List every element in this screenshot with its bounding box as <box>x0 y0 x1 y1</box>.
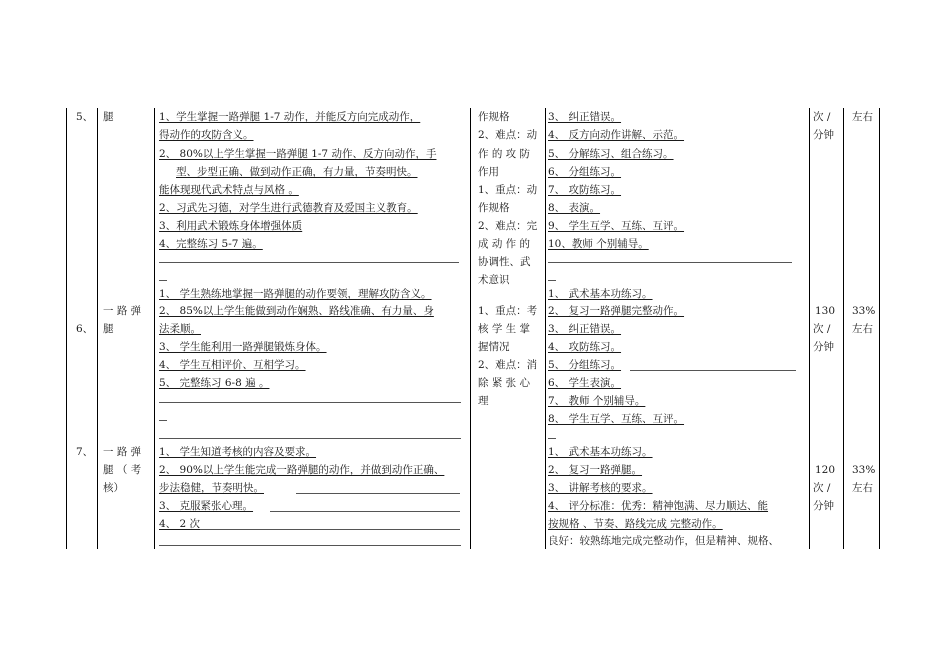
practice-count: 次 / <box>813 111 831 123</box>
blank-line <box>296 493 460 494</box>
step-line: 3、 纠正错误。 <box>548 111 622 123</box>
keypoint-line: 握情况 <box>478 341 510 353</box>
keypoint-line: 2、难点：消 <box>478 359 538 371</box>
column-divider <box>97 108 98 549</box>
keypoint-line: 作用 <box>478 166 499 178</box>
practice-count: 分钟 <box>813 500 834 512</box>
blank-line <box>159 545 461 546</box>
keypoint-line: 1、重点：动 <box>478 184 538 196</box>
column-divider <box>809 108 810 549</box>
goal-line: 4、完整练习 5-7 遍。 <box>159 238 263 250</box>
goal-line: 2、习武先习德，对学生进行武德教育及爱国主义教育。 <box>159 202 418 214</box>
goal-line: 型、步型正确、做到动作正确，有力量，节奏明快。 <box>176 166 418 178</box>
keypoint-line: 协调性、武 <box>478 256 531 268</box>
blank-line <box>200 529 460 530</box>
step-line: 2、 复习一路弹腿完整动作。 <box>548 305 685 317</box>
lesson-name: 一 路 弹 <box>103 446 142 458</box>
column-divider <box>154 108 155 549</box>
practice-count: 分钟 <box>813 129 834 141</box>
blank-line <box>548 438 556 439</box>
goal-line: 1、学生掌握一路弹腿 1-7 动作，并能反方向完成动作， <box>159 111 421 123</box>
step-line: 按规格 、节奏、路线完成 完整动作。 <box>548 518 723 530</box>
step-line: 7、 教师 个别辅导。 <box>548 395 646 407</box>
goal-line: 4、 2 次 <box>159 518 201 530</box>
practice-density: 33% <box>852 305 876 317</box>
blank-line <box>159 280 167 281</box>
keypoint-line: 作 的 攻 防 <box>478 148 531 160</box>
step-line: 5、 分组练习。 <box>548 359 622 371</box>
blank-line <box>548 280 556 281</box>
step-line: 7、 攻防练习。 <box>548 184 622 196</box>
blank-line <box>159 262 459 263</box>
goal-line: 3、利用武术锻炼身体增强体质 <box>159 220 303 232</box>
blank-line <box>270 511 460 512</box>
goal-line: 2、 80%以上学生掌握一路弹腿 1-7 动作、反方向动作，手 <box>159 148 437 160</box>
step-line: 5、 分解练习、组合练习。 <box>548 148 674 160</box>
step-line: 4、 评分标准：优秀：精神饱满、尽力顺达、能 <box>548 500 769 512</box>
lesson-name: 一 路 弹 <box>103 305 142 317</box>
practice-density: 左右 <box>852 111 873 123</box>
blank-line <box>159 438 461 439</box>
practice-count: 130 <box>815 305 836 317</box>
goal-line: 3、 克服紧张心理。 <box>159 500 254 512</box>
column-divider <box>843 108 844 549</box>
step-line: 2、 复习一路弹腿。 <box>548 464 643 476</box>
goal-line: 步法稳健，节奏明快。 <box>159 482 264 494</box>
lesson-name: 核） <box>103 482 124 494</box>
blank-line <box>548 262 792 263</box>
step-line: 1、 武术基本功练习。 <box>548 446 653 458</box>
row-number: 5、 <box>76 111 94 123</box>
step-line: 6、 分组练习。 <box>548 166 622 178</box>
goal-line: 法柔顺。 <box>159 323 201 335</box>
step-line: 3、 讲解考核的要求。 <box>548 482 653 494</box>
step-line: 10、教师 个别辅导。 <box>548 238 649 250</box>
practice-count: 次 / <box>813 482 831 494</box>
goal-line: 4、 学生互相评价、互相学习。 <box>159 359 306 371</box>
goal-line: 1、 学生知道考核的内容及要求。 <box>159 446 317 458</box>
blank-line <box>159 420 167 421</box>
goal-line: 1、 学生熟练地掌握一路弹腿的动作要领，理解攻防含义。 <box>159 288 432 300</box>
step-line: 良好：较熟练地完成完整动作，但是精神、规格、 <box>548 535 779 547</box>
column-divider <box>470 108 471 549</box>
row-number: 7、 <box>76 446 94 458</box>
practice-count: 分钟 <box>813 341 834 353</box>
goal-line: 5、 完整练习 6-8 遍 。 <box>159 377 270 389</box>
practice-density: 左右 <box>852 323 873 335</box>
step-line: 3、 纠正错误。 <box>548 323 622 335</box>
blank-line <box>159 402 461 403</box>
keypoint-line: 核 学 生 掌 <box>478 323 531 335</box>
keypoint-line: 理 <box>478 395 489 407</box>
row-number: 6、 <box>76 323 94 335</box>
practice-density: 左右 <box>852 482 873 494</box>
step-line: 6、 学生表演。 <box>548 377 622 389</box>
column-divider <box>545 108 546 549</box>
step-line: 4、 反方向动作讲解、示范。 <box>548 129 685 141</box>
keypoint-line: 作规格 <box>478 111 510 123</box>
keypoint-line: 术意识 <box>478 274 510 286</box>
goal-line: 2、 85%以上学生能做到动作娴熟、路线准确、有力量、身 <box>159 305 434 317</box>
keypoint-line: 2、难点：完 <box>478 220 538 232</box>
goal-line: 3、 学生能利用一路弹腿锻炼身体。 <box>159 341 327 353</box>
practice-count: 次 / <box>813 323 831 335</box>
lesson-name: 腿 （ 考 <box>103 464 142 476</box>
keypoint-line: 作规格 <box>478 202 510 214</box>
practice-count: 120 <box>815 464 836 476</box>
step-line: 1、 武术基本功练习。 <box>548 288 653 300</box>
keypoint-line: 除 紧 张 心 <box>478 377 531 389</box>
goal-line: 得动作的攻防含义。 <box>159 129 254 141</box>
keypoint-line: 2、难点：动 <box>478 129 538 141</box>
step-line: 8、 表演。 <box>548 202 601 214</box>
practice-density: 33% <box>852 464 876 476</box>
step-line: 8、 学生互学、互练、互评。 <box>548 413 685 425</box>
lesson-name: 腿 <box>103 323 114 335</box>
keypoint-line: 成 动 作 的 <box>478 238 531 250</box>
step-line: 9、 学生互学、互练、互评。 <box>548 220 685 232</box>
goal-line: 2、 90%以上学生能完成一路弹腿的动作，并做到动作正确、 <box>159 464 445 476</box>
goal-line: 能体现现代武术特点与风格 。 <box>159 184 299 196</box>
lesson-name: 腿 <box>103 111 114 123</box>
keypoint-line: 1、重点：考 <box>478 305 538 317</box>
step-line: 4、 攻防练习。 <box>548 341 622 353</box>
blank-line <box>630 370 796 371</box>
